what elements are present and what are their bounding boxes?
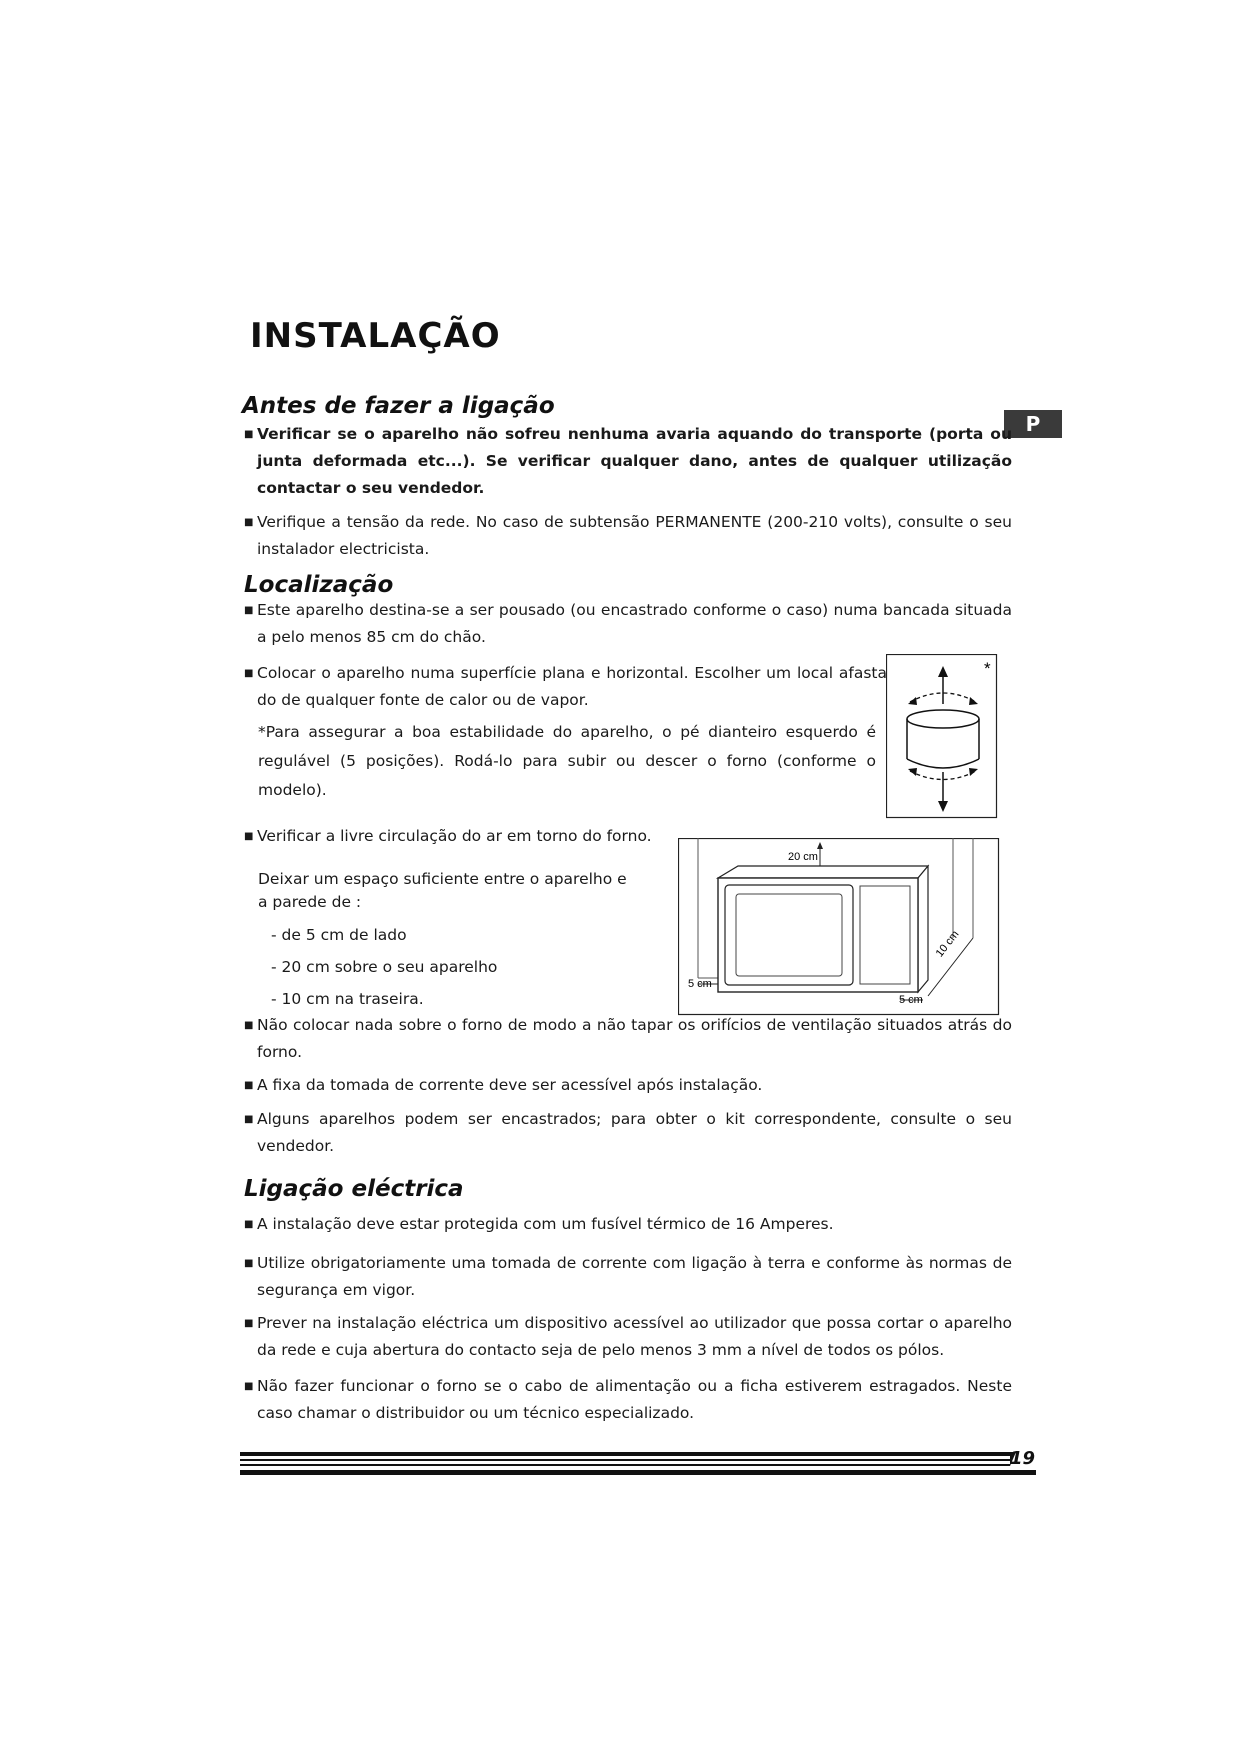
bullet-icon: ■ (244, 668, 254, 679)
bullet-icon: ■ (244, 1381, 254, 1392)
heading-antes: Antes de fazer a ligação (242, 393, 555, 419)
heading-localizacao: Localização (244, 572, 394, 598)
spacing-back: - 10 cm na traseira. (271, 990, 424, 1008)
bullet-icon: ■ (244, 831, 254, 842)
clearance-figure (678, 838, 1000, 1016)
bullet-icon: ■ (244, 1258, 254, 1269)
list-item: ■ A instalação deve estar protegida com um fusível térmico de 16 Amperes. (244, 1211, 1012, 1238)
list-item: ■ Verificar se o aparelho não sofreu nenhuma avaria aquando do transporte (porta ou junta deformada etc...). Se verificar qualquer dano, antes de qualquer utilização contactar o seu vendedor. (244, 421, 1012, 502)
bullet-icon: ■ (244, 605, 254, 616)
stability-note: *Para assegurar a boa estabilidade do aparelho, o pé dianteiro esquerdo é regulável (5 posições). Rodá-lo para subir ou descer o forno (conforme o modelo). (258, 723, 876, 799)
list-item: ■ Colocar o aparelho numa superfície plana e horizontal. Escolher um local afasta do de qualquer fonte de calor ou de vapor. (244, 660, 887, 714)
list-item: ■ Não fazer funcionar o forno se o cabo de alimentação ou a ficha estiverem estragados. Neste caso chamar o distribuidor ou um técnico especializado. (244, 1373, 1012, 1427)
language-tab: P (1004, 410, 1062, 438)
heading-ligacao: Ligação eléctrica (244, 1176, 464, 1202)
page-number: 19 (1010, 1448, 1036, 1469)
spacing-side: - de 5 cm de lado (271, 926, 407, 944)
page-title: INSTALAÇÃO (250, 316, 501, 356)
list-item: ■ Prever na instalação eléctrica um dispositivo acessível ao utilizador que possa cortar o aparelho da rede e cuja abertura do contacto seja de pelo menos 3 mm a nível de todos os pólos. (244, 1310, 1012, 1364)
bullet-icon: ■ (244, 517, 254, 528)
list-item: ■ Este aparelho destina-se a ser pousado (ou encastrado conforme o caso) numa bancada situada a pelo menos 85 cm do chão. (244, 597, 1012, 651)
list-item: ■ A fixa da tomada de corrente deve ser acessível após instalação. (244, 1072, 1012, 1099)
foot-adjustment-figure (886, 654, 998, 819)
clearance-top-label: 20 cm (788, 851, 818, 863)
clearance-left-label: 5 cm (688, 978, 712, 990)
list-item: ■ Alguns aparelhos podem ser encastrados; para obter o kit correspondente, consulte o seu vendedor. (244, 1106, 1012, 1160)
bullet-icon: ■ (244, 1318, 254, 1329)
bullet-icon: ■ (244, 1114, 254, 1125)
bullet-icon: ■ (244, 1020, 254, 1031)
bullet-icon: ■ (244, 1219, 254, 1230)
clearance-back-label: 10 cm (933, 928, 962, 960)
bullet-icon: ■ (244, 1080, 254, 1091)
footer-rule (240, 1448, 1036, 1478)
list-item: ■ Verificar a livre circulação do ar em torno do forno. (244, 823, 757, 850)
clearance-right-label: 5 cm (899, 994, 923, 1006)
list-item: ■ Utilize obrigatoriamente uma tomada de corrente com ligação à terra e conforme às normas de segurança em vigor. (244, 1250, 1012, 1304)
asterisk-label: * (984, 659, 991, 678)
spacing-top: - 20 cm sobre o seu aparelho (271, 958, 498, 976)
arrow-up-icon (938, 666, 948, 677)
arrow-down-icon (938, 801, 948, 812)
bullet-icon: ■ (244, 429, 254, 440)
list-item: ■ Não colocar nada sobre o forno de modo a não tapar os orifícios de ventilação situados atrás do forno. (244, 1012, 1012, 1066)
list-item: ■ Verifique a tensão da rede. No caso de subtensão PERMANENTE (200-210 volts), consulte o seu instalador electricista. (244, 509, 1012, 563)
spacing-intro: Deixar um espaço suficiente entre o aparelho e a parede de : (258, 870, 627, 911)
